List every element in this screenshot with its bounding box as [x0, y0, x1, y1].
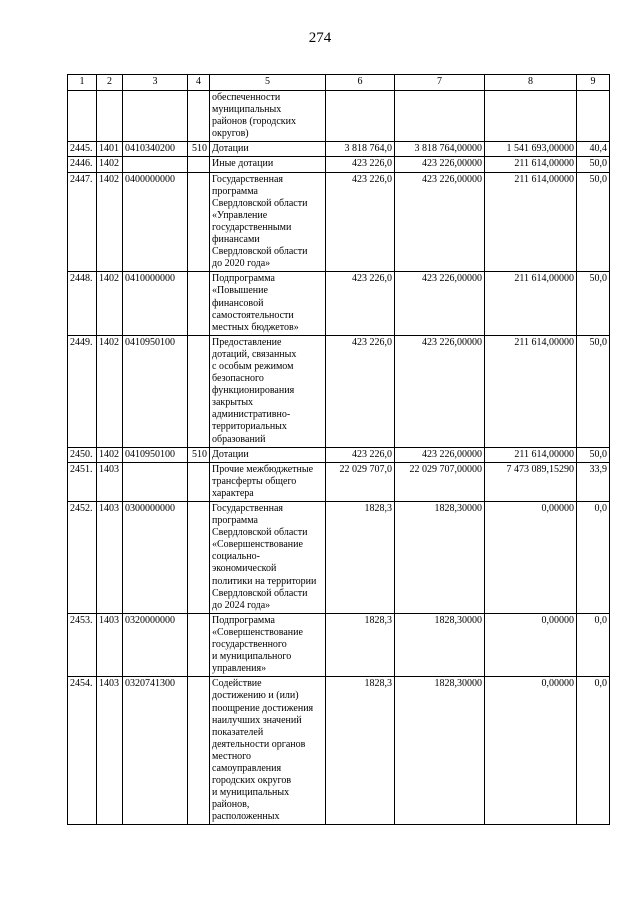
executed-amount: 211 614,00000 [485, 335, 577, 447]
section-code: 1402 [97, 335, 123, 447]
expense-type-code [188, 462, 210, 501]
target-article-code: 0300000000 [123, 502, 188, 614]
expense-type-code [188, 272, 210, 335]
budget-table [67, 74, 610, 825]
expense-type-code [188, 91, 210, 142]
plan-amount: 423 226,00000 [395, 172, 485, 272]
item-name: Подпрограмма «Повышение финансовой самостоятельности местных бюджетов» [210, 272, 326, 335]
plan-amount: 1828,30000 [395, 502, 485, 614]
execution-percent: 50,0 [577, 272, 610, 335]
plan-amount: 423 226,00000 [395, 447, 485, 462]
item-name: Иные дотации [210, 157, 326, 172]
execution-percent: 0,0 [577, 613, 610, 676]
section-code: 1402 [97, 172, 123, 272]
executed-amount: 1 541 693,00000 [485, 142, 577, 157]
header-cell-9: 9 [577, 75, 610, 91]
plan-amount: 3 818 764,00000 [395, 142, 485, 157]
execution-percent: 40,4 [577, 142, 610, 157]
section-code: 1403 [97, 613, 123, 676]
approved-amount [326, 91, 395, 142]
table-row [68, 157, 610, 172]
approved-amount: 22 029 707,0 [326, 462, 395, 501]
table-header-row [68, 75, 610, 91]
table-row [68, 462, 610, 501]
row-number: 2448. [68, 272, 97, 335]
table-row [68, 613, 610, 676]
approved-amount: 423 226,0 [326, 447, 395, 462]
target-article-code [123, 91, 188, 142]
target-article-code: 0410340200 [123, 142, 188, 157]
header-cell-8: 8 [485, 75, 577, 91]
table-row [68, 142, 610, 157]
expense-type-code [188, 502, 210, 614]
item-name: Прочие межбюджетные трансферты общего характера [210, 462, 326, 501]
executed-amount: 211 614,00000 [485, 272, 577, 335]
target-article-code: 0410000000 [123, 272, 188, 335]
approved-amount: 423 226,0 [326, 272, 395, 335]
expense-type-code [188, 335, 210, 447]
row-number: 2451. [68, 462, 97, 501]
section-code: 1402 [97, 447, 123, 462]
expense-type-code [188, 613, 210, 676]
execution-percent: 33,9 [577, 462, 610, 501]
header-cell-3: 3 [123, 75, 188, 91]
executed-amount: 0,00000 [485, 613, 577, 676]
page-number: 274 [308, 30, 332, 46]
execution-percent: 50,0 [577, 157, 610, 172]
header-cell-5: 5 [210, 75, 326, 91]
plan-amount: 1828,30000 [395, 613, 485, 676]
item-name: Содействие достижению и (или) поощрение достижения наилучших значений показателей деятельности органов местного самоуправления городских округов и муниципальных районов, расположенных [210, 677, 326, 825]
approved-amount: 1828,3 [326, 613, 395, 676]
row-number: 2454. [68, 677, 97, 825]
execution-percent [577, 91, 610, 142]
row-number: 2452. [68, 502, 97, 614]
plan-amount: 423 226,00000 [395, 335, 485, 447]
item-name: Дотации [210, 447, 326, 462]
header-cell-7: 7 [395, 75, 485, 91]
row-number: 2449. [68, 335, 97, 447]
target-article-code: 0320000000 [123, 613, 188, 676]
item-name: Дотации [210, 142, 326, 157]
table-row [68, 677, 610, 825]
section-code: 1402 [97, 157, 123, 172]
target-article-code: 0410950100 [123, 335, 188, 447]
executed-amount: 211 614,00000 [485, 157, 577, 172]
plan-amount [395, 91, 485, 142]
executed-amount: 211 614,00000 [485, 172, 577, 272]
expense-type-code [188, 157, 210, 172]
section-code: 1403 [97, 502, 123, 614]
expense-type-code [188, 677, 210, 825]
execution-percent: 50,0 [577, 447, 610, 462]
header-cell-1: 1 [68, 75, 97, 91]
section-code: 1401 [97, 142, 123, 157]
executed-amount: 211 614,00000 [485, 447, 577, 462]
item-name: Государственная программа Свердловской области «Управление государственными финансами Свердловской области до 2020 года» [210, 172, 326, 272]
section-code: 1403 [97, 462, 123, 501]
approved-amount: 1828,3 [326, 502, 395, 614]
table-row [68, 502, 610, 614]
execution-percent: 0,0 [577, 502, 610, 614]
target-article-code: 0400000000 [123, 172, 188, 272]
item-name: обеспеченности муниципальных районов (городских округов) [210, 91, 326, 142]
table-row [68, 335, 610, 447]
table-row [68, 447, 610, 462]
header-cell-4: 4 [188, 75, 210, 91]
header-cell-6: 6 [326, 75, 395, 91]
section-code: 1402 [97, 272, 123, 335]
executed-amount [485, 91, 577, 142]
table-row [68, 172, 610, 272]
header-cell-2: 2 [97, 75, 123, 91]
target-article-code: 0410950100 [123, 447, 188, 462]
row-number: 2450. [68, 447, 97, 462]
table-row [68, 91, 610, 142]
approved-amount: 3 818 764,0 [326, 142, 395, 157]
row-number: 2453. [68, 613, 97, 676]
approved-amount: 1828,3 [326, 677, 395, 825]
executed-amount: 0,00000 [485, 677, 577, 825]
execution-percent: 50,0 [577, 172, 610, 272]
section-code: 1403 [97, 677, 123, 825]
approved-amount: 423 226,0 [326, 335, 395, 447]
plan-amount: 1828,30000 [395, 677, 485, 825]
table-row [68, 272, 610, 335]
section-code [97, 91, 123, 142]
executed-amount: 7 473 089,15290 [485, 462, 577, 501]
approved-amount: 423 226,0 [326, 172, 395, 272]
row-number [68, 91, 97, 142]
row-number: 2446. [68, 157, 97, 172]
expense-type-code: 510 [188, 142, 210, 157]
expense-type-code: 510 [188, 447, 210, 462]
execution-percent: 0,0 [577, 677, 610, 825]
approved-amount: 423 226,0 [326, 157, 395, 172]
row-number: 2447. [68, 172, 97, 272]
plan-amount: 423 226,00000 [395, 272, 485, 335]
item-name: Государственная программа Свердловской области «Совершенствование социально- экономической политики на территории Свердловской области до 2024 года» [210, 502, 326, 614]
target-article-code [123, 462, 188, 501]
row-number: 2445. [68, 142, 97, 157]
plan-amount: 423 226,00000 [395, 157, 485, 172]
target-article-code [123, 157, 188, 172]
item-name: Предоставление дотаций, связанных с особым режимом безопасного функционирования закрытых административно- территориальных образований [210, 335, 326, 447]
item-name: Подпрограмма «Совершенствование государственного и муниципального управления» [210, 613, 326, 676]
execution-percent: 50,0 [577, 335, 610, 447]
executed-amount: 0,00000 [485, 502, 577, 614]
plan-amount: 22 029 707,00000 [395, 462, 485, 501]
expense-type-code [188, 172, 210, 272]
target-article-code: 0320741300 [123, 677, 188, 825]
